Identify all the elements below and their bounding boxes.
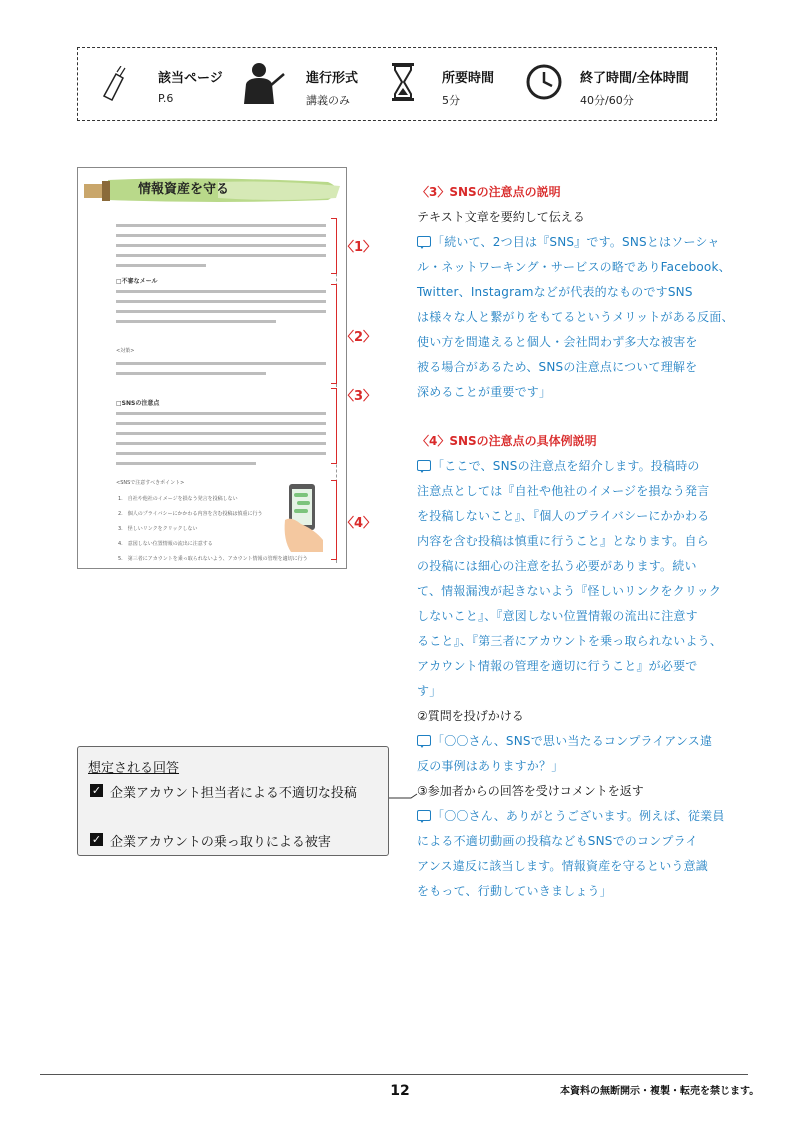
end-time-value: 40分/60分: [580, 94, 634, 107]
thumb-list-item: 4. 意図しない位置情報の流出に注意する: [118, 541, 213, 547]
script-line: 反の事例はありますか？」: [417, 759, 564, 773]
speaker-script: [417, 180, 734, 904]
step3-label: ③参加者からの回答を受けコメントを返す: [417, 784, 644, 798]
speech-bubble-icon: [417, 810, 431, 821]
script-line: 使い方を間違えると個人・会社問わず多大な被害を: [417, 335, 698, 349]
thumb-list-item: 2. 個人のプライバシーにかかわる内容を含む投稿は慎重に行う: [118, 511, 263, 517]
thumb-taisaku: <対策>: [116, 348, 135, 354]
checkbox-checked-icon: ✓: [91, 784, 102, 797]
expected-answers-title: 想定される回答: [88, 761, 180, 776]
script-line: ル・ネットワーキング・サービスの略でありFacebook、: [417, 260, 731, 274]
bracket-label-3: 〈3〉: [341, 389, 377, 404]
expected-answers-box: [77, 746, 389, 856]
thumb-sns-points: <SNSで注意すべきポイント>: [116, 480, 185, 486]
script-line: て、情報漏洩が起きないよう『怪しいリンクをクリック: [417, 584, 722, 598]
page-value: P.6: [158, 92, 174, 105]
smartphone-illustration: [283, 480, 327, 552]
thumb-heading-sns: □SNSの注意点: [116, 400, 160, 407]
thumb-list-item: 3. 怪しいリンクをクリックしない: [118, 526, 198, 532]
textbook-page-thumbnail: [77, 167, 347, 569]
answer-item: 企業アカウント担当者による不適切な投稿: [110, 786, 357, 801]
speech-bubble-icon: [417, 735, 431, 746]
script-line: 「ここで、SNSの注意点を紹介します。投稿時の: [417, 454, 727, 479]
script-line: をもって、行動していきましょう」: [417, 884, 612, 898]
bookmark-tag-icon: [98, 66, 128, 104]
script-line: による不適切動画の投稿などもSNSでのコンプライ: [417, 834, 698, 848]
script-line: 注意点としては『自社や他社のイメージを損なう発言: [417, 484, 710, 498]
session-info-box: [77, 47, 717, 121]
script-line: アカウント情報の管理を適切に行うこと』が必要で: [417, 659, 698, 673]
step2-label: ②質問を投げかける: [417, 709, 524, 723]
connector-line: [389, 786, 419, 806]
script-line: 被る場合があるため、SNSの注意点について理解を: [417, 360, 698, 374]
answer-item: 企業アカウントの乗っ取りによる被害: [110, 835, 331, 850]
script-line: 「〇〇さん、ありがとうございます。例えば、従業員: [417, 804, 727, 829]
thumbnail-title: 情報資産を守る: [138, 182, 230, 197]
bracket-1: [331, 218, 337, 274]
thumb-list-item: 5. 第三者にアカウントを乗っ取られないよう、アカウント情報の管理を適切に行う: [118, 556, 308, 562]
format-value: 講義のみ: [306, 94, 350, 107]
script-line: 「続いて、2つ目は『SNS』です。SNSとはソーシャ: [417, 230, 727, 255]
duration-label: 所要時間: [442, 71, 495, 86]
section4-heading: 〈4〉SNSの注意点の具体例説明: [417, 434, 597, 448]
script-line: す」: [417, 684, 442, 698]
section3-heading: 〈3〉SNSの注意点の説明: [417, 185, 561, 199]
checkbox-checked-icon: ✓: [91, 833, 102, 846]
thumb-heading-mail: □不審なメール: [116, 278, 158, 285]
bracket-label-4: 〈4〉: [341, 516, 377, 531]
script-line: Twitter、Instagramなどが代表的なものですSNS: [417, 285, 693, 299]
script-line: は様々な人と繋がりをもてるというメリットがある反面、: [417, 310, 734, 324]
bracket-label-1: 〈1〉: [341, 240, 377, 255]
end-time-label: 終了時間/全体時間: [580, 71, 689, 86]
speech-bubble-icon: [417, 460, 431, 471]
thumb-list-item: 1. 自社や他社のイメージを損なう発言を投稿しない: [118, 496, 238, 502]
script-line: 「〇〇さん、SNSで思い当たるコンプライアンス違: [417, 729, 727, 754]
script-line: 深めることが重要です」: [417, 385, 552, 399]
page-number: 12: [390, 1083, 410, 1099]
speech-bubble-icon: [417, 236, 431, 247]
copyright-notice: 本資料の無断開示・複製・転売を禁じます。: [560, 1086, 760, 1097]
duration-value: 5分: [442, 94, 460, 107]
format-label: 進行形式: [306, 71, 359, 86]
script-line: しないこと』、『意図しない位置情報の流出に注意す: [417, 609, 698, 623]
bracket-2: [331, 284, 337, 384]
bracket-label-2: 〈2〉: [341, 330, 377, 345]
section3-sub: テキスト文章を要約して伝える: [417, 210, 585, 224]
page-label: 該当ページ: [158, 71, 223, 86]
hourglass-icon: [390, 62, 416, 102]
bracket-3: [331, 388, 337, 464]
script-line: 内容を含む投稿は慎重に行うこと』となります。自ら: [417, 534, 709, 548]
footer-divider: [40, 1074, 748, 1075]
script-line: ること』、『第三者にアカウントを乗っ取られないよう、: [417, 634, 723, 648]
clock-icon: [526, 64, 562, 100]
lecturer-icon: [240, 60, 286, 104]
script-line: の投稿には細心の注意を払う必要があります。続い: [417, 559, 697, 573]
bracket-4: [331, 480, 337, 560]
script-line: アンス違反に該当します。情報資産を守るという意識: [417, 859, 709, 873]
script-line: を投稿しないこと』、『個人のプライバシーにかかわる: [417, 509, 710, 523]
